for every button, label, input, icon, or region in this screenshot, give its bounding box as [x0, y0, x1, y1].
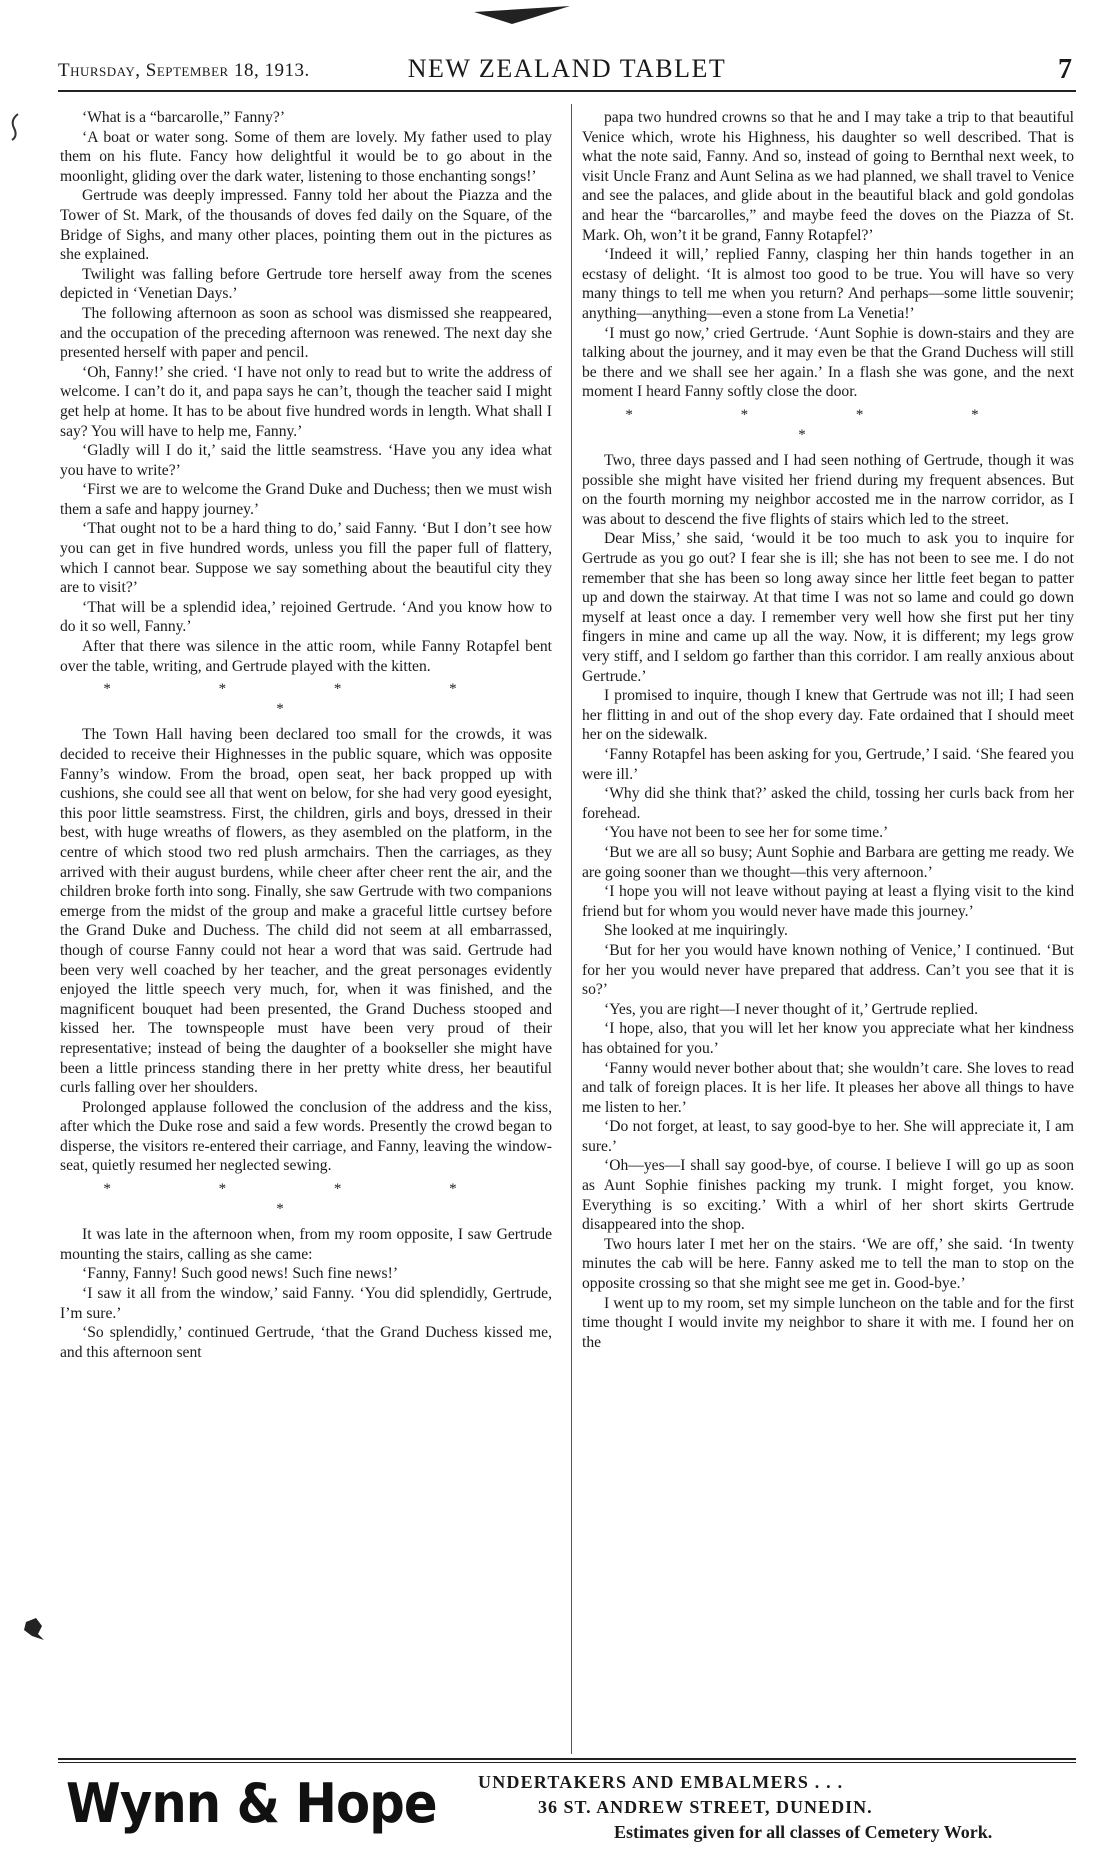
paragraph: ‘I hope you will not leave without paying at least a flying visit to the kind friend but for whom you would never have made this journey.’	[582, 883, 1074, 920]
paragraph: I promised to inquire, though I knew that Gertrude was not ill; I had seen her flitting in and out of the shop every day. Fate ordained that I should meet her on the sidewalk.	[582, 687, 1074, 744]
paragraph: Prolonged applause followed the conclusion of the address and the kiss, after which the Duke rose and said a few words. Presently the crowd began to disperse, the visitors re-entered their carriage, and Fanny, leaving the window-seat, quietly resumed her neglected sewing.	[60, 1098, 552, 1175]
advertisement-brand: Wynn & Hope	[66, 1772, 437, 1835]
paragraph: ‘Oh, Fanny!’ she cried. ‘I have not only to read but to write the address of welcome. I can’t do it, and papa says he can’t, though the teacher said I might get help at home. It has to be about five hundred words in length. What shall I say? You will have to help me, Fanny.’	[60, 363, 552, 440]
paragraph: ‘Why did she think that?’ asked the child, tossing her curls back from her forehead.	[582, 785, 1074, 822]
printer-mark-icon	[472, 4, 572, 26]
paragraph: Two hours later I met her on the stairs. ‘We are off,’ she said. ‘In twenty minutes the cab will be here. Fanny asked me to tell the man to stop on the opposite crossing so that she might see me get in. Good-bye.’	[582, 1235, 1074, 1293]
footer-rule-thin	[58, 1762, 1076, 1763]
paragraph: ‘Oh—yes—I shall say good-bye, of course. I believe I will go up as soon as Aunt Sophie finishes packing my trunk. I might forget, you know. Everything is so exciting.’ With a whirl of her short skirts Gertrude disappeared into the shop.	[582, 1157, 1074, 1234]
paragraph: ‘I hope, also, that you will let her know you appreciate what her kindness has obtained for you.’	[582, 1020, 1074, 1057]
paragraph: ‘Fanny would never bother about that; she wouldn’t care. She loves to read and talk of foreign places. It is her life. It pleases her above all things to have me listen to her.’	[582, 1059, 1074, 1116]
paragraph: Twilight was falling before Gertrude tore herself away from the scenes depicted in ‘Venetian Days.’	[60, 265, 552, 303]
paragraph: It was late in the afternoon when, from my room opposite, I saw Gertrude mounting the stairs, calling as she came:	[60, 1226, 552, 1263]
paragraph: ‘Fanny, Fanny! Such good news! Such fine news!’	[82, 1265, 399, 1283]
column-divider	[571, 104, 572, 1754]
margin-ink-blot	[22, 1616, 46, 1642]
paragraph: ‘So splendidly,’ continued Gertrude, ‘that the Grand Duchess kissed me, and this afternoon sent	[60, 1324, 552, 1361]
paragraph: The following afternoon as soon as school was dismissed she reappeared, and the occupation of the preceding afternoon was renewed. The next day she presented herself with paper and pencil.	[60, 304, 552, 362]
paragraph: ‘What is a “barcarolle,” Fanny?’	[82, 109, 286, 126]
left-column	[60, 108, 552, 1748]
paragraph: ‘That will be a splendid idea,’ rejoined Gertrude. ‘And you know how to do it so well, Fanny.’	[60, 598, 552, 636]
masthead	[58, 56, 1076, 92]
paragraph: ‘That ought not to be a hard thing to do,’ said Fanny. ‘But I don’t see how you can get in five hundred words, unless you fill the paper full of flattery, which I cannot bear. Suppose we say something about the beautiful city they are to visit?’	[60, 520, 552, 597]
paragraph: ‘Fanny Rotapfel has been asking for you, Gertrude,’ I said. ‘She feared you were ill.’	[582, 746, 1074, 783]
paragraph: ‘A boat or water song. Some of them are lovely. My father used to play them on his flute. Fancy how delightful it would be to go about in the moonlight, gliding over the dark water, listening to those enchanting songs!’	[60, 128, 552, 185]
paragraph: ‘I saw it all from the window,’ said Fanny. ‘You did splendidly, Gertrude, I’m sure.’	[60, 1285, 552, 1322]
publication-title: NEW ZEALAND TABLET	[407, 54, 727, 83]
paragraph: Dear Miss,’ she said, ‘would it be too much to ask you to inquire for Gertrude as you go out? I fear she is ill; she has not been to see me. I do not remember that she has been so long away since her little feet began to patter up and down the stairway. At that time I was not so lame and could go down myself at least once a day. I remember very well how she first put her tiny fingers in mine and came up all the way. Now, it is different; my legs grow very stiff, and I seldom go farther than this corridor. I am really anxious about Gertrude.’	[582, 530, 1074, 685]
paragraph: Two, three days passed and I had seen nothing of Gertrude, though it was possible she might have visited her friend during my frequent absences. But on the fourth morning my neighbor accosted me in the narrow corridor, as I was about to descend the five flights of stairs which led to the street.	[582, 452, 1074, 528]
advertisement-address: 36 ST. ANDREW STREET, DUNEDIN.	[538, 1797, 873, 1817]
advertisement-services: UNDERTAKERS AND EMBALMERS . . .	[478, 1772, 844, 1792]
paragraph: ‘You have not been to see her for some time.’	[604, 824, 889, 842]
paragraph: ‘But we are all so busy; Aunt Sophie and Barbara are getting me ready. We are going sooner than we thought—this very afternoon.’	[582, 843, 1074, 881]
paragraph: ‘I must go now,’ cried Gertrude. ‘Aunt Sophie is down-stairs and they are talking about the journey, and it may even be that the Grand Duchess will still be there and we shall see her again.’ In a flash she was gone, and the next moment I heard Fanny softly close the door.	[582, 324, 1074, 401]
paragraph: ‘Do not forget, at least, to say good-bye to her. She will appreciate it, I am sure.’	[582, 1118, 1074, 1155]
section-break: * * * * *	[103, 1181, 509, 1217]
right-column	[582, 108, 1074, 1748]
paragraph: After that there was silence in the attic room, while Fanny Rotapfel bent over the table, writing, and Gertrude played with the kitten.	[60, 638, 552, 675]
paragraph: Gertrude was deeply impressed. Fanny told her about the Piazza and the Tower of St. Mark, of the thousands of doves fed daily on the Square, of the Bridge of Sighs, and many other places, pointing them out in the pictures as she explained.	[60, 187, 552, 264]
paragraph: ‘First we are to welcome the Grand Duke and Duchess; then we must wish them a safe and happy journey.’	[60, 481, 552, 518]
paragraph: ‘Gladly will I do it,’ said the little seamstress. ‘Have you any idea what you have to write?’	[60, 442, 552, 479]
paragraph: ‘But for her you would have known nothing of Venice,’ I continued. ‘But for her you would never have prepared that address. Can’t you see that it is so?’	[582, 941, 1074, 999]
paragraph: The Town Hall having been declared too small for the crowds, it was decided to receive their Highnesses in the public square, which was opposite Fanny’s window. From the broad, open seat, her back propped up with cushions, she could see all that went on below, for she had very good eyesight, this poor little seamstress. First, the children, girls and boys, dressed in their best, with huge wreaths of flowers, as they asembled on the platform, in the centre of which stood two red plush armchairs. Then the carriages, as they arrived with their august burdens, while cheer after cheer rent the air, and the children broke forth into song. Finally, she saw Gertrude with two companions emerge from the midst of the group and make a graceful little curtsey before the Grand Duke and Duchess. The child did not seem at all embarrassed, though of course Fanny could not hear a word that was said. Gertrude had been very well coached by her teacher, and the great personages evidently enjoyed the little speech very much, for, when it was finished, and the magnificent bouquet had been presented, the Grand Duchess stooped and kissed her. The townspeople must have been very proud of their representative; instead of being the daughter of a bookseller she might have been a little princess standing there in her pretty white dress, her beautiful curls falling over her shoulders.	[60, 726, 552, 1097]
paragraph: papa two hundred crowns so that he and I may take a trip to that beautiful Venice which, wrote his Highness, his daughter so well described. That is what the note said, Fanny. And so, instead of going to Bernthal next week, to visit Uncle Franz and Aunt Selina as we had planned, we shall travel to Venice and see the palaces, and glide about in the beautiful black and gold gondolas and hear the “barcarolles,” and maybe feed the doves on the Piazza of St. Mark. Oh, won’t it be grand, Fanny Rotapfel?’	[582, 109, 1074, 244]
section-break: * * * * *	[625, 406, 1031, 443]
footer-rule	[58, 1758, 1076, 1760]
page-number: 7	[1058, 54, 1072, 85]
paragraph: ‘Yes, you are right—I never thought of it,’ Gertrude replied.	[604, 1000, 979, 1018]
section-break: * * * * *	[103, 681, 509, 717]
paragraph: She looked at me inquiringly.	[604, 922, 788, 940]
margin-bracket-mark	[8, 112, 22, 142]
advertisement-tagline: Estimates given for all classes of Cemetery Work.	[614, 1822, 993, 1842]
paragraph: I went up to my room, set my simple luncheon on the table and for the first time thought I would invite my neighbor to share it with me. I found her on the	[582, 1294, 1074, 1351]
issue-date: Thursday, September 18, 1913.	[58, 60, 310, 81]
paragraph: ‘Indeed it will,’ replied Fanny, clasping her thin hands together in an ecstasy of delight. ‘It is almost too good to be true. You will have so very many things to tell me when you return? And perhaps—some little souvenir; anything—anything—even a stone from La Venetia!’	[582, 246, 1074, 322]
